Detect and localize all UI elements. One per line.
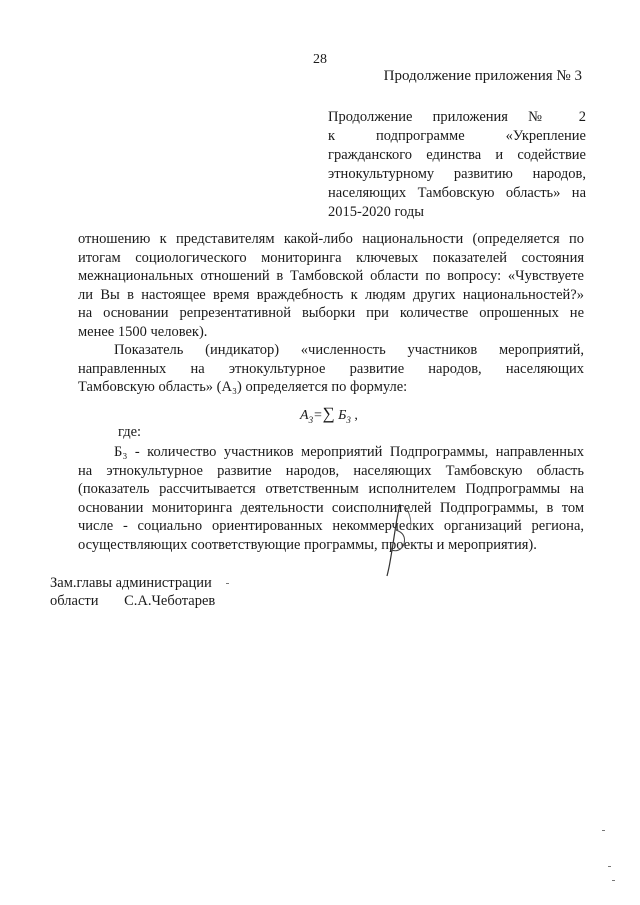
text-line: (показатель рассчитывается ответственным исполнителем Подпрограммы на [78, 481, 584, 497]
appendix-line: Продолжение приложения № 2 [328, 109, 586, 125]
text-line: межнациональных отношений в Тамбовской области по вопросу: «Чувствуете [78, 268, 584, 284]
text-line: Показатель (индикатор) «численность участников мероприятий, [114, 342, 584, 358]
scan-speck [608, 866, 611, 867]
paragraph-3 [78, 443, 584, 554]
text-line: числе - социально ориентированных некоммерческих организаций региона, [78, 518, 584, 534]
formula-tail: , [350, 408, 358, 423]
text-line: осуществляющих соответствующие программы, проекты и мероприятия). [78, 536, 537, 553]
text-line: Тамбовскую область» (А₃) определяется по формуле: [78, 379, 408, 395]
formula-equals: = [313, 408, 323, 423]
appendix-line: населяющих Тамбовскую область» на [328, 185, 586, 201]
formula-lhs-subscript: 3 [308, 414, 314, 425]
appendix-line: этнокультурному развитию народов, [328, 166, 586, 182]
appendix-reference-block [328, 108, 586, 222]
page-number: 28 [313, 52, 327, 67]
text-line: на основании репрезентативной выборки при количестве опрошенных не [78, 305, 584, 321]
signature-position: Зам.главы администрации [50, 575, 212, 591]
text-line: ли Вы в настоящее время враждебность к людям других национальностей?» [78, 286, 584, 303]
text-line: итогам социологического мониторинга ключевых показателей состояния [78, 249, 584, 266]
text-line: направленных на этнокультурное развитие народов, населяющих [78, 360, 584, 377]
text-line: отношению к представителям какой-либо национальности (определяется по [78, 231, 584, 247]
scan-speck [226, 583, 229, 584]
signature-name: С.А.Чеботарев [124, 593, 216, 609]
sum-symbol: ∑ [322, 404, 335, 423]
text-line: менее 1500 человек). [78, 323, 208, 340]
scan-speck [602, 830, 605, 831]
signature-scribble [366, 500, 426, 580]
text-line: Б₃ - количество участников мероприятий Подпрограммы, направленных [114, 444, 584, 460]
appendix-line: гражданского единства и содействие [328, 147, 586, 163]
formula [300, 404, 358, 425]
signature-name-line [50, 592, 215, 610]
where-label: где: [118, 424, 142, 440]
paragraph-1 [78, 230, 584, 341]
formula-rhs: Б [338, 408, 347, 423]
scan-speck [612, 880, 615, 881]
signature-region: области [50, 593, 99, 609]
appendix-header: Продолжение приложения № 3 [383, 68, 582, 84]
text-line: на этнокультурное развитие народов, населяющих Тамбовскую область [78, 462, 584, 479]
formula-lhs: A [300, 408, 309, 423]
appendix-line: 2015-2020 годы [328, 204, 424, 220]
text-line: основании мониторинга деятельности соисполнителей Подпрограммы, в том [78, 499, 584, 516]
appendix-line: к подпрограмме «Укрепление [328, 128, 586, 144]
formula-rhs-subscript: 3 [346, 414, 351, 425]
paragraph-2 [78, 341, 584, 397]
signature-block [50, 574, 215, 610]
